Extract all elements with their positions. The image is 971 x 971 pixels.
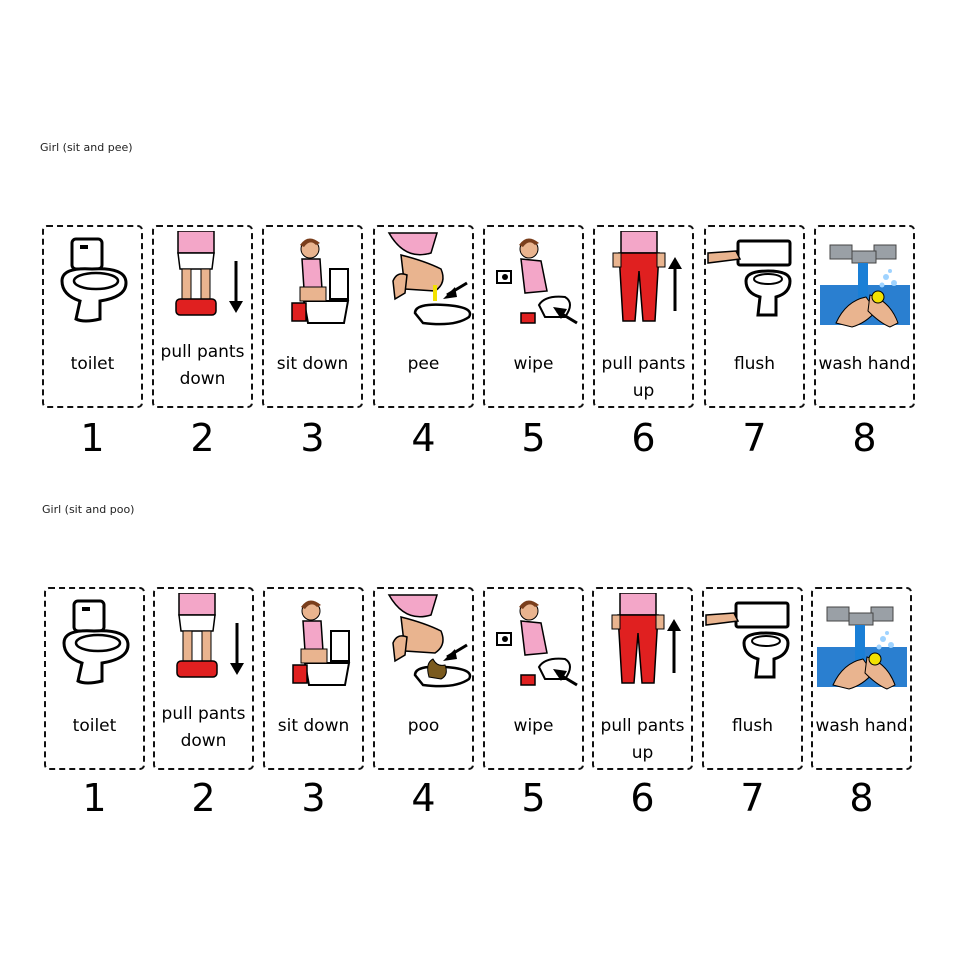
wash-hand-icon xyxy=(816,231,913,331)
step-number: 5 xyxy=(521,416,546,460)
step-card xyxy=(373,225,474,408)
sit-down-icon xyxy=(265,593,362,693)
step-number: 7 xyxy=(740,776,765,820)
step-number: 2 xyxy=(190,416,215,460)
step-label: sit down xyxy=(276,354,349,374)
step-number: 6 xyxy=(631,416,656,460)
step-label: pull pants down xyxy=(160,342,245,389)
step-label: pull pants up xyxy=(601,354,686,401)
step-label: flush xyxy=(733,354,776,374)
step-number: 6 xyxy=(630,776,655,820)
step-label: sit down xyxy=(277,716,350,736)
step-label: toilet xyxy=(70,354,115,374)
step-card xyxy=(262,225,363,408)
step-card xyxy=(373,587,474,770)
flush-icon xyxy=(704,593,801,693)
toilet-icon xyxy=(46,593,143,693)
step-number: 4 xyxy=(411,416,436,460)
sit-down-icon xyxy=(264,231,361,331)
step-number: 1 xyxy=(80,416,105,460)
step-card xyxy=(704,225,805,408)
step-number: 4 xyxy=(411,776,436,820)
step-card xyxy=(483,587,584,770)
step-number: 3 xyxy=(300,416,325,460)
toilet-icon xyxy=(44,231,141,331)
step-label: pull pants down xyxy=(161,704,246,751)
step-label: flush xyxy=(731,716,774,736)
section-title: Girl (sit and poo) xyxy=(42,503,135,516)
step-card xyxy=(593,225,694,408)
step-label: wipe xyxy=(513,354,554,374)
step-card xyxy=(153,587,254,770)
step-label: wash hand xyxy=(815,716,908,736)
flush-icon xyxy=(706,231,803,331)
step-label: pee xyxy=(407,354,440,374)
poo-icon xyxy=(375,593,472,693)
step-card xyxy=(702,587,803,770)
step-number: 1 xyxy=(82,776,107,820)
step-number: 3 xyxy=(301,776,326,820)
pee-icon xyxy=(375,231,472,331)
step-number: 5 xyxy=(521,776,546,820)
step-label: wipe xyxy=(513,716,554,736)
pull-pants-down-icon xyxy=(154,231,251,331)
step-card xyxy=(814,225,915,408)
pull-pants-up-icon xyxy=(594,593,691,693)
step-card xyxy=(592,587,693,770)
pull-pants-down-icon xyxy=(155,593,252,693)
wash-hand-icon xyxy=(813,593,910,693)
step-number: 7 xyxy=(742,416,767,460)
step-label: pull pants up xyxy=(600,716,685,763)
step-card xyxy=(811,587,912,770)
wipe-icon xyxy=(485,231,582,331)
step-card xyxy=(42,225,143,408)
pull-pants-up-icon xyxy=(595,231,692,331)
wipe-icon xyxy=(485,593,582,693)
step-number: 8 xyxy=(849,776,874,820)
section-title: Girl (sit and pee) xyxy=(40,141,133,154)
step-number: 2 xyxy=(191,776,216,820)
step-label: toilet xyxy=(72,716,117,736)
step-card xyxy=(263,587,364,770)
step-label: poo xyxy=(407,716,440,736)
step-number: 8 xyxy=(852,416,877,460)
step-card xyxy=(152,225,253,408)
step-card xyxy=(44,587,145,770)
step-label: wash hand xyxy=(818,354,911,374)
step-card xyxy=(483,225,584,408)
